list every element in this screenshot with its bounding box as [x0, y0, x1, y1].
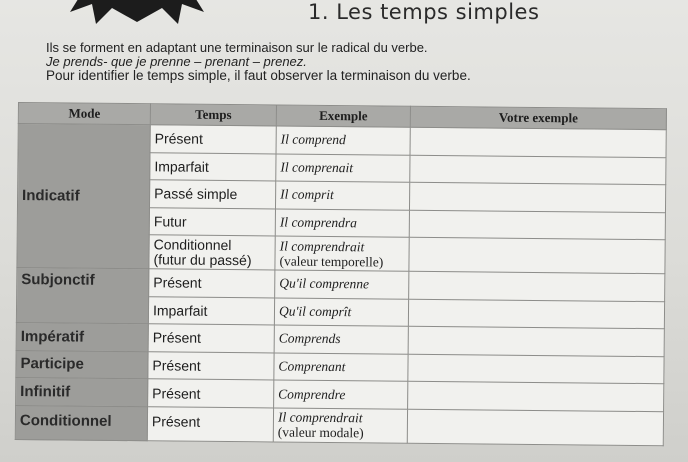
mode-imperatif: Impératif — [16, 323, 148, 352]
temps-cell: Présent — [147, 407, 273, 442]
votre-exemple-cell[interactable] — [408, 326, 664, 356]
page-title: 1. Les temps simples — [308, 0, 540, 24]
star-badge-icon — [62, 0, 212, 24]
votre-exemple-cell[interactable] — [409, 182, 665, 212]
exemple-cell: Qu'il comprît — [274, 298, 408, 327]
table-row — [18, 124, 666, 158]
temps-cell: Présent — [148, 324, 274, 353]
exemple-cell — [273, 408, 407, 444]
exemple-line-2: (valeur temporelle) — [279, 253, 384, 270]
mode-participe: Participe — [16, 350, 148, 379]
temps-cell: Futur — [149, 207, 275, 236]
votre-exemple-cell[interactable] — [409, 210, 665, 240]
temps-cell: Passé simple — [149, 180, 275, 209]
header-mode: Mode — [18, 103, 150, 125]
intro-line-3: Pour identifier le temps simple, il faut observer la terminaison du verbe. — [46, 68, 471, 83]
votre-exemple-cell[interactable] — [409, 271, 665, 301]
lesson-badge — [62, 0, 212, 24]
exemple-line-2: (valeur modale) — [277, 424, 364, 441]
header-exemple: Exemple — [276, 105, 410, 127]
votre-exemple-cell[interactable] — [407, 409, 663, 446]
votre-exemple-cell[interactable] — [409, 237, 665, 274]
temps-line-2: (futur du passé) — [153, 250, 252, 268]
temps-cell — [149, 235, 275, 270]
temps-cell: Imparfait — [148, 296, 274, 325]
votre-exemple-cell[interactable] — [408, 354, 664, 384]
temps-cell: Présent — [149, 269, 275, 298]
header-votre-exemple: Votre exemple — [410, 106, 666, 129]
exemple-line-1: Il comprendrait — [279, 238, 365, 254]
mode-conditionnel: Conditionnel — [15, 405, 147, 440]
table-row — [17, 268, 665, 302]
intro-line-2: Je prends- que je prenne – prenant – prenez. — [46, 54, 307, 69]
temps-line-1: Conditionnel — [153, 235, 232, 253]
temps-cell: Présent — [148, 379, 274, 408]
tenses-table — [15, 102, 667, 446]
table-row — [15, 405, 663, 445]
exemple-cell: Il comprend — [276, 126, 410, 155]
exemple-cell: Il comprenait — [276, 153, 410, 182]
votre-exemple-cell[interactable] — [408, 299, 664, 329]
exemple-cell: Qu'il comprenne — [275, 270, 409, 299]
temps-cell: Présent — [150, 125, 276, 154]
votre-exemple-cell[interactable] — [410, 155, 666, 185]
votre-exemple-cell[interactable] — [408, 382, 664, 412]
temps-cell: Imparfait — [150, 152, 276, 181]
exemple-cell: Comprenant — [274, 353, 408, 382]
votre-exemple-cell[interactable] — [410, 127, 666, 157]
exemple-cell — [275, 236, 409, 271]
exemple-cell: Il comprendra — [275, 209, 409, 238]
exemple-cell: Comprendre — [274, 380, 408, 409]
mode-subjonctif: Subjonctif — [16, 268, 149, 324]
exemple-cell: Comprends — [274, 325, 408, 354]
temps-cell: Présent — [148, 351, 274, 380]
intro-line-1: Ils se forment en adaptant une terminaison sur le radical du verbe. — [46, 40, 428, 55]
exemple-cell: Il comprit — [275, 181, 409, 210]
header-temps: Temps — [150, 104, 276, 126]
mode-infinitif: Infinitif — [16, 378, 148, 407]
mode-indicatif: Indicatif — [17, 124, 150, 269]
exemple-line-1: Il comprendrait — [277, 409, 363, 426]
